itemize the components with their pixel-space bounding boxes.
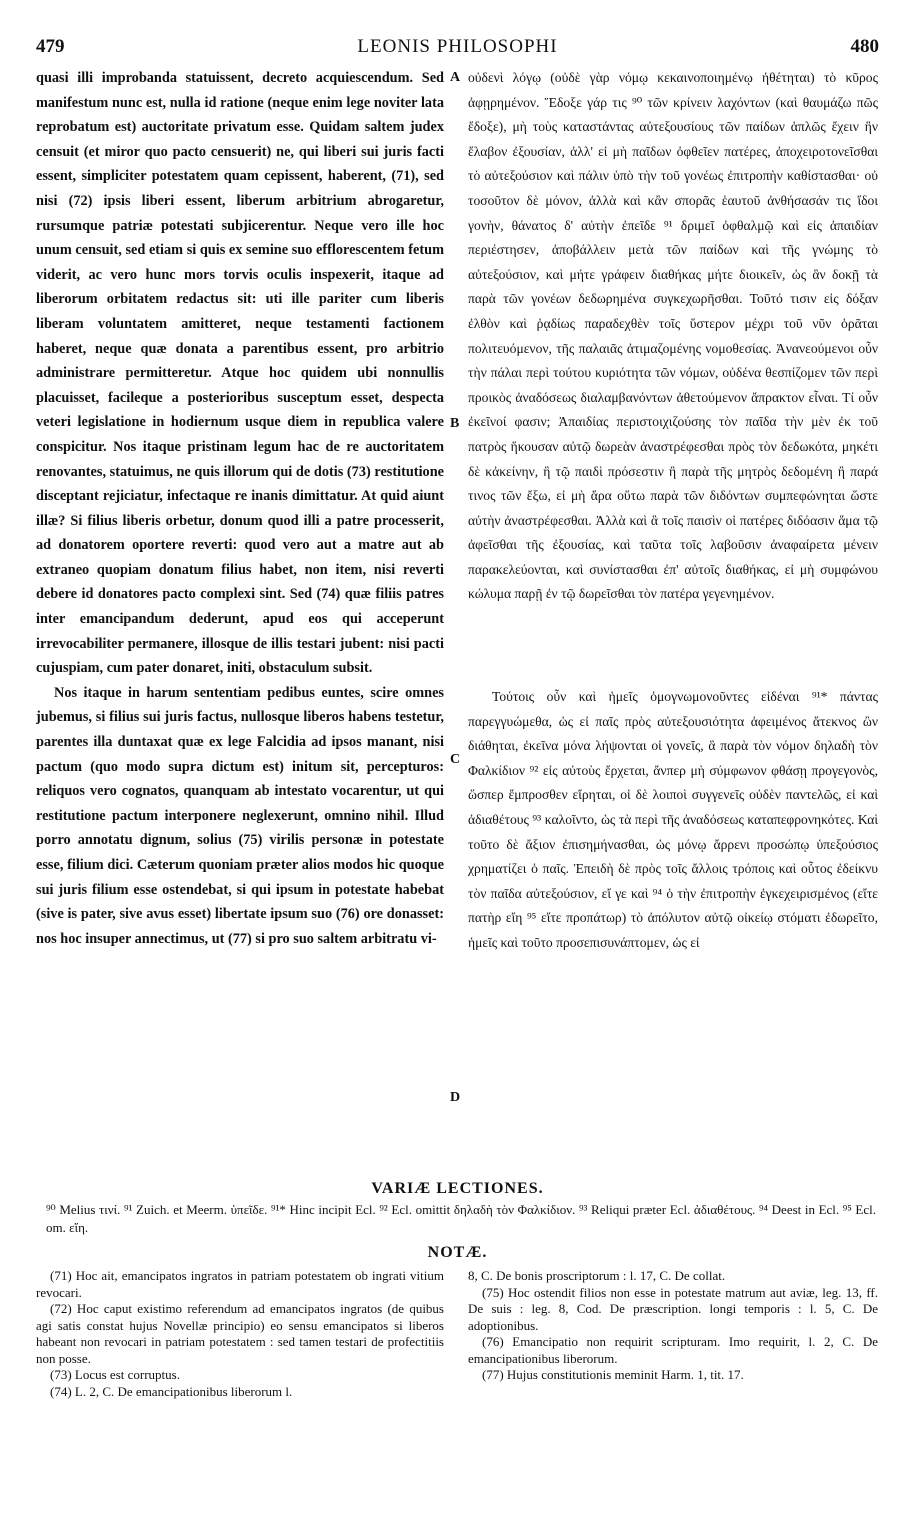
note-75: (75) Hoc ostendit filios non esse in potestate matrum aut aviæ, leg. 13, ff. De suis : leg. 8, Cod. De præscription. longi temporis : l. 5, C. De adoptionibus. [468,1284,878,1333]
margin-letter-a: A [450,70,461,85]
latin-column [36,66,444,1174]
note-74: (74) L. 2, C. De emancipationibus liberorum l. [50,1383,293,1399]
variae-lectiones-heading: VARIÆ LECTIONES. [371,1180,544,1197]
note-77: (77) Hujus constitutionis meminit Harm. 1, tit. 17. [482,1367,744,1382]
page-number-left: 479 [36,36,65,57]
note-71: (71) Hoc ait, emancipatos ingratos in patriam potestatem ob ingrati vitium revocari. [36,1268,444,1300]
note-73: (73) Locus est corruptus. [50,1367,180,1382]
greek-column [468,66,878,1174]
variae-lectiones-text: ⁹⁰ Melius τινί. ⁹¹ Zuich. et Meerm. ὑπεῖδε. ⁹¹* Hinc incipit Ecl. ⁹² Ecl. omittit δηλαδὴ τὸν Φαλκίδιον. ⁹³ Reliqui præter Ecl. ἀδιαθέτους. ⁹⁴ Deest in Ecl. ⁹⁵ Ecl. om. εἴη. [46,1202,876,1235]
notae-heading: NOTÆ. [427,1244,488,1261]
page-number-right: 480 [850,36,879,57]
note-74-continued: 8, C. De bonis proscriptorum : l. 17, C. De collat. [468,1268,726,1283]
greek-paragraph-2: Τούτοις οὖν καὶ ἡμεῖς ὁμογνωμονοῦντες εἰδέναι ⁹¹* πάντας παρεγγυώμεθα, ὡς εἰ παῖς πρὸς αὐτεξουσιότητα ἀφειμένος ἄτεκνος ὢν διάθηται, ἐκεῖνα μόνα λήψονται οἱ γονεῖς, ἃ παρὰ τὸν νόμον δηλαδὴ τὸν Φαλκίδιον ⁹² εἰς αὐτοὺς ἔρχεται, ἄνπερ μὴ σύμφωνον φθάσῃ προγεγονὸς, ὥσπερ ἔμπροσθεν εἴρηται, οἱ δὲ λοιποὶ συγγενεῖς οὐδὲν παντελῶς, εἰ καὶ ἀδιαθέτους ⁹³ καλοῖντο, ὡς τὰ περὶ τῆς ἀναδόσεως καταπεφρονηκότες. Καὶ τοῦτο δὲ ἄξιον ἐπισημήνασθαι, ὡς μόνῳ ἄρρενι προσώπῳ ὑπεξούσιος χρηματίζει ὁ παῖς. Ἐπειδὴ δὲ πρὸς τοῖς ἄλλοις τρόποις καὶ οὗτος ἐδείκνυ τὸν παῖδα αὐτεξούσιον, εἴ γε καὶ ⁹⁴ ὁ τὴν ἐπιτροπὴν ἐγκεχειρισμένος (εἴτε πατὴρ εἴη ⁹⁵ εἴτε προπάτωρ) τὸ ἀπόλυτον αὐτῷ οἰκείῳ στόματι ἐδωρεῖτο, ἡμεῖς καὶ τοῦτο προσεπισυνάπτομεν, ὡς εἰ [468,689,878,950]
notes-left-column [36,1268,444,1400]
margin-letter-b: B [450,416,460,431]
margin-letter-d: D [450,1090,461,1105]
note-76: (76) Emancipatio non requirit scripturam. Imo requirit, l. 2, C. De emancipationibus liberorum. [468,1334,878,1366]
running-header [36,36,879,58]
note-72: (72) Hoc caput existimo referendum ad emancipatos ingratos (de quibus agi satis constat hujus Novellæ principio) eo sensu emancipatos si liberos habeant non revocari in patriam potestatem : sed tamen testari de profectitiis non posse. [36,1301,444,1366]
greek-paragraph-1: οὐδενὶ λόγῳ (οὐδὲ γὰρ νόμῳ κεκαινοποιημένῳ ἠθέτηται) τὸ κῦρος ἀφῃρημένον. Ἔδοξε γάρ τις ⁹⁰ τῶν κρίνειν λαχόντων (καὶ θαυμάζω πῶς ἔδοξε), μὴ τοὺς καταστάντας αὐτεξουσίους τῶν παίδων ἁπλῶς ἔχειν ἣν ἔλαβον ἐξουσίαν, ἀλλ' εἰ μὴ παῖδων ὀφθεῖεν πατέρες, ἀποχειροτονεῖσθαι τὸ αὐτεξούσιον καὶ πάλιν ὑπὸ τὴν τοῦ γονέως ἐπιτροπὴν καθίστασθαι· οὐ τοσοῦτον δὲ μόνον, ἀλλὰ καὶ κἂν σπορᾶς ἑαυτοῦ ἀνθήσασάν τις ἴδοι γονὴν, θάνατος δ' αὐτὴν ἐπεῖδε ⁹¹ δριμεῖ ὀφθαλμῷ καὶ εἰς ἀπαιδίαν περιέστησεν, ἀποβάλλειν μετὰ τῶν παίδων καὶ τῆς γνώμης τὸ αὐτεξούσιον, καὶ μήτε γράφειν διαθήκας μήτε διοικεῖν, ὡς ἂν δοκῇ τὰ παρὰ τῶν γονέων δεδωρημένα συγκεχωρῆσθαι. Τοῦτό τισιν εἰς δόξαν ἐλθὸν καὶ ῥᾳδίως παραδεχθὲν τοῖς ὕστερον μέχρι τοῦ νῦν ὁρᾶται πολιτευόμενον, τῆς παλαιᾶς ἀτιμαζομένης νομοθεσίας. Ἀνανεούμενοι οὖν τὴν πάλαι περὶ τούτου κυριότητα τῶν νόμων, οὐδένα θεσπίζομεν τῶν περὶ προικὸς ἀναδόσεως διαλαμβανόντων ἀθετούμενον ἄπρακτον εἶναι. Τί οὖν ἐκεῖνοί φασιν; Ἀπαιδίας περιστοιχιζούσης τὸν παῖδα τὴν μὲν ἐκ τοῦ πατρὸς ἥκουσαν αὐτῷ δωρεὰν ἀναστρέφεσθαι πρὸς τὸν δεδωκότα, μηκέτι δὲ κἀκείνην, ἣ τῷ παιδὶ πρόσεστιν ἢ παρὰ τῆς μητρὸς δεδομένη ἢ παρά τινος τῶν ἔξω, εἰ μὴ ἄρα οὕτω παρὰ τῶν διδόντων συμπεφώνηται ὥστε αὐτὴν ἀναστρέφεσθαι. Ἀλλὰ καὶ ἃ τοῖς παισὶν οἱ πατέρες διδόασιν ἅμα τῷ ἀφεῖσθαι τῆς ἐξουσίας, καὶ ταῦτα τοῖς λαβοῦσιν ἀναφαίρετα μένειν παρακελεύονται, καὶ συνίστασθαι ἐπ' αὐτοῖς διαθήκας, εἰ μὴ συμφώνου κώλυμα παρῇ ἐν τῷ δωρεῖσθαι τὸν πατέρα γεγενημένον. [468,70,878,602]
latin-paragraph-1: quasi illi improbanda statuissent, decreto acquiescendum. Sed manifestum nunc est, nulla id ratione (neque enim lege noviter lata reprobatum est) auctoritate privatum esse. Quidam saltem judex censuit (et miror quo pacto censuerit) ne, qui liberi sui juris facti essent, simpliciter potestatem quam cepissent, haberent, (71), sed nisi (72) ipsis liberi essent, liberum arbitrium abrogaretur, rursumque patriæ potestati subjicerentur. Neque vero ille hoc unum censuit, sed etiam si quis ex semine suo efflorescentem fetum viderit, ac vero hunc mors torvis oculis inspexerit, itaque ad liberorum orbitatem redactus sit: uti ille pariter cum liberis liberam voluntatem amitteret, neque testamenti factionem haberet, neque quæ donata a parentibus essent, pro arbitrio administrare permitteretur. Atque hoc quidem ubi nonnullis placuisset, facileque a posterioribus susceptum esset, despecta veteri legislatione in hodiernum usque diem in republica valere conspicitur. Nos itaque pristinam legum hac de re auctoritatem renovantes, statuimus, ne quis illorum qui de dotis (73) restitutione disceptant rejiciatur, infectaque re inanis dimittatur. At quid aiunt illæ? Si filius liberis orbetur, donum quod illi a patre processerit, ad donatorem oportere reverti: quod vero aut a matre aut ab extraneo quopiam donatum filius habet, non item, nisi reverti debere id donatores pacto complexi sint. Sed (74) quæ filiis patres inter emancipandum dederunt, apud eos qui acceperunt irrevocabiliter permanere, illosque de illis testari jubent: nisi pacti cujuspiam, cum pater donaret, initi, obstaculum subsit. [36,70,444,677]
page-title: LEONIS PHILOSOPHI [357,36,558,57]
notes-right-column [468,1268,878,1384]
margin-letter-c: C [450,752,461,767]
latin-paragraph-2: Nos itaque in harum sententiam pedibus euntes, scire omnes jubemus, si filius sui juris factus, nullosque liberos habens testetur, parentes illa duntaxat quæ ex lege Falcidia ad ipsos manant, nisi pactum (quo modo supra dictum est) initum sit, percepturos: reliquos vero cognatos, quanquam ab intestato vocarentur, ut qui restitutione pactum interponere neglexerunt, omnino nihil. Illud porro annotatu dignum, solius (75) virilis personæ in potestate esse, filium dici. Cæterum quoniam præter alios modos hic quoque sui juris filium esse ostendebat, si qui ipsum in potestate habebat (sive is pater, sive avus esset) libertate ipsum suo (76) ore donasset: nos hoc insuper annectimus, ut (77) si pro suo saltem arbitratu vi- [36,684,444,947]
